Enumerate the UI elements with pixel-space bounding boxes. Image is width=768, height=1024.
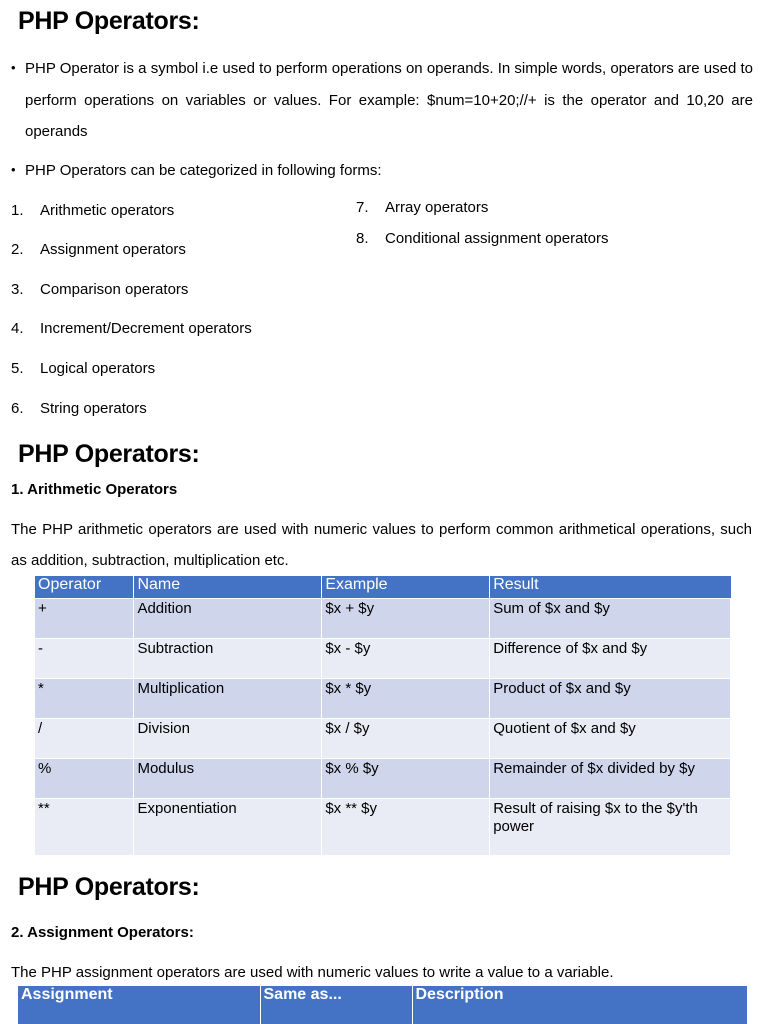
- list-number: 7.: [356, 199, 369, 216]
- column-header: Same as...: [260, 986, 412, 1024]
- list-number: 3.: [11, 281, 24, 298]
- table-row: [35, 639, 731, 679]
- table-cell: $x + $y: [322, 599, 490, 639]
- table-cell: $x % $y: [322, 759, 490, 799]
- column-header: Result: [490, 576, 731, 599]
- section-heading: PHP Operators:: [18, 440, 200, 468]
- table-row: [35, 679, 731, 719]
- list-item: Arithmetic operators: [40, 202, 175, 219]
- table-cell: /: [35, 719, 134, 759]
- table-cell: Sum of $x and $y: [490, 599, 731, 639]
- table-cell: *: [35, 679, 134, 719]
- table-cell: Quotient of $x and $y: [490, 719, 731, 759]
- table-cell: Result of raising $x to the $y'th power: [490, 799, 731, 855]
- list-item: Logical operators: [40, 360, 156, 377]
- column-header: Description: [412, 986, 747, 1024]
- table-cell: $x / $y: [322, 719, 490, 759]
- table-cell: Remainder of $x divided by $y: [490, 759, 731, 799]
- table-row: [35, 599, 731, 639]
- list-number: 5.: [11, 360, 24, 377]
- table-cell: Addition: [134, 599, 322, 639]
- list-item: Increment/Decrement operators: [40, 320, 252, 337]
- table-cell: -: [35, 639, 134, 679]
- table-cell: Modulus: [134, 759, 322, 799]
- column-header: Operator: [35, 576, 134, 599]
- table-row: [35, 719, 731, 759]
- table-row: [35, 799, 731, 855]
- table-cell: Division: [134, 719, 322, 759]
- list-item: String operators: [40, 400, 147, 417]
- bullet-icon: •: [11, 162, 16, 177]
- list-item: Comparison operators: [40, 281, 189, 298]
- intro-paragraph: PHP Operator is a symbol i.e used to perform operations on operands. In simple words, operators are used to perform operations on variables or values. For example: $num=10+20;//+ is the operator and 10,20 are operands: [25, 60, 753, 140]
- list-item: Array operators: [385, 199, 489, 216]
- table-cell: Difference of $x and $y: [490, 639, 731, 679]
- column-header: Assignment: [18, 986, 260, 1024]
- table-cell: %: [35, 759, 134, 799]
- table-cell: Product of $x and $y: [490, 679, 731, 719]
- table-cell: Exponentiation: [134, 799, 322, 855]
- bullet-icon: •: [11, 60, 16, 75]
- table-cell: +: [35, 599, 134, 639]
- table-cell: Subtraction: [134, 639, 322, 679]
- page-title: PHP Operators:: [18, 7, 200, 35]
- list-number: 8.: [356, 230, 369, 247]
- table-row: [35, 759, 731, 799]
- section-heading: PHP Operators:: [18, 873, 200, 901]
- table-cell: Multiplication: [134, 679, 322, 719]
- arithmetic-title: 1. Arithmetic Operators: [11, 481, 178, 498]
- list-number: 1.: [11, 202, 24, 219]
- table-cell: $x - $y: [322, 639, 490, 679]
- table-cell: $x * $y: [322, 679, 490, 719]
- column-header: Example: [322, 576, 490, 599]
- list-item: Conditional assignment operators: [385, 230, 609, 247]
- arithmetic-intro: The PHP arithmetic operators are used with numeric values to perform common arithmetical operations, such as addition, subtraction, multiplication etc.: [11, 521, 752, 569]
- table-header-row: [18, 986, 747, 1024]
- table-cell: $x ** $y: [322, 799, 490, 855]
- list-number: 4.: [11, 320, 24, 337]
- list-number: 6.: [11, 400, 24, 417]
- table-cell: **: [35, 799, 134, 855]
- arithmetic-table: [35, 576, 731, 855]
- categories-intro: PHP Operators can be categorized in following forms:: [25, 162, 382, 179]
- list-item: Assignment operators: [40, 241, 186, 258]
- assignment-intro: The PHP assignment operators are used with numeric values to write a value to a variable.: [11, 964, 614, 981]
- column-header: Name: [134, 576, 322, 599]
- assignment-table: [18, 986, 747, 1024]
- list-number: 2.: [11, 241, 24, 258]
- table-header-row: [35, 576, 731, 599]
- assignment-title: 2. Assignment Operators:: [11, 924, 194, 941]
